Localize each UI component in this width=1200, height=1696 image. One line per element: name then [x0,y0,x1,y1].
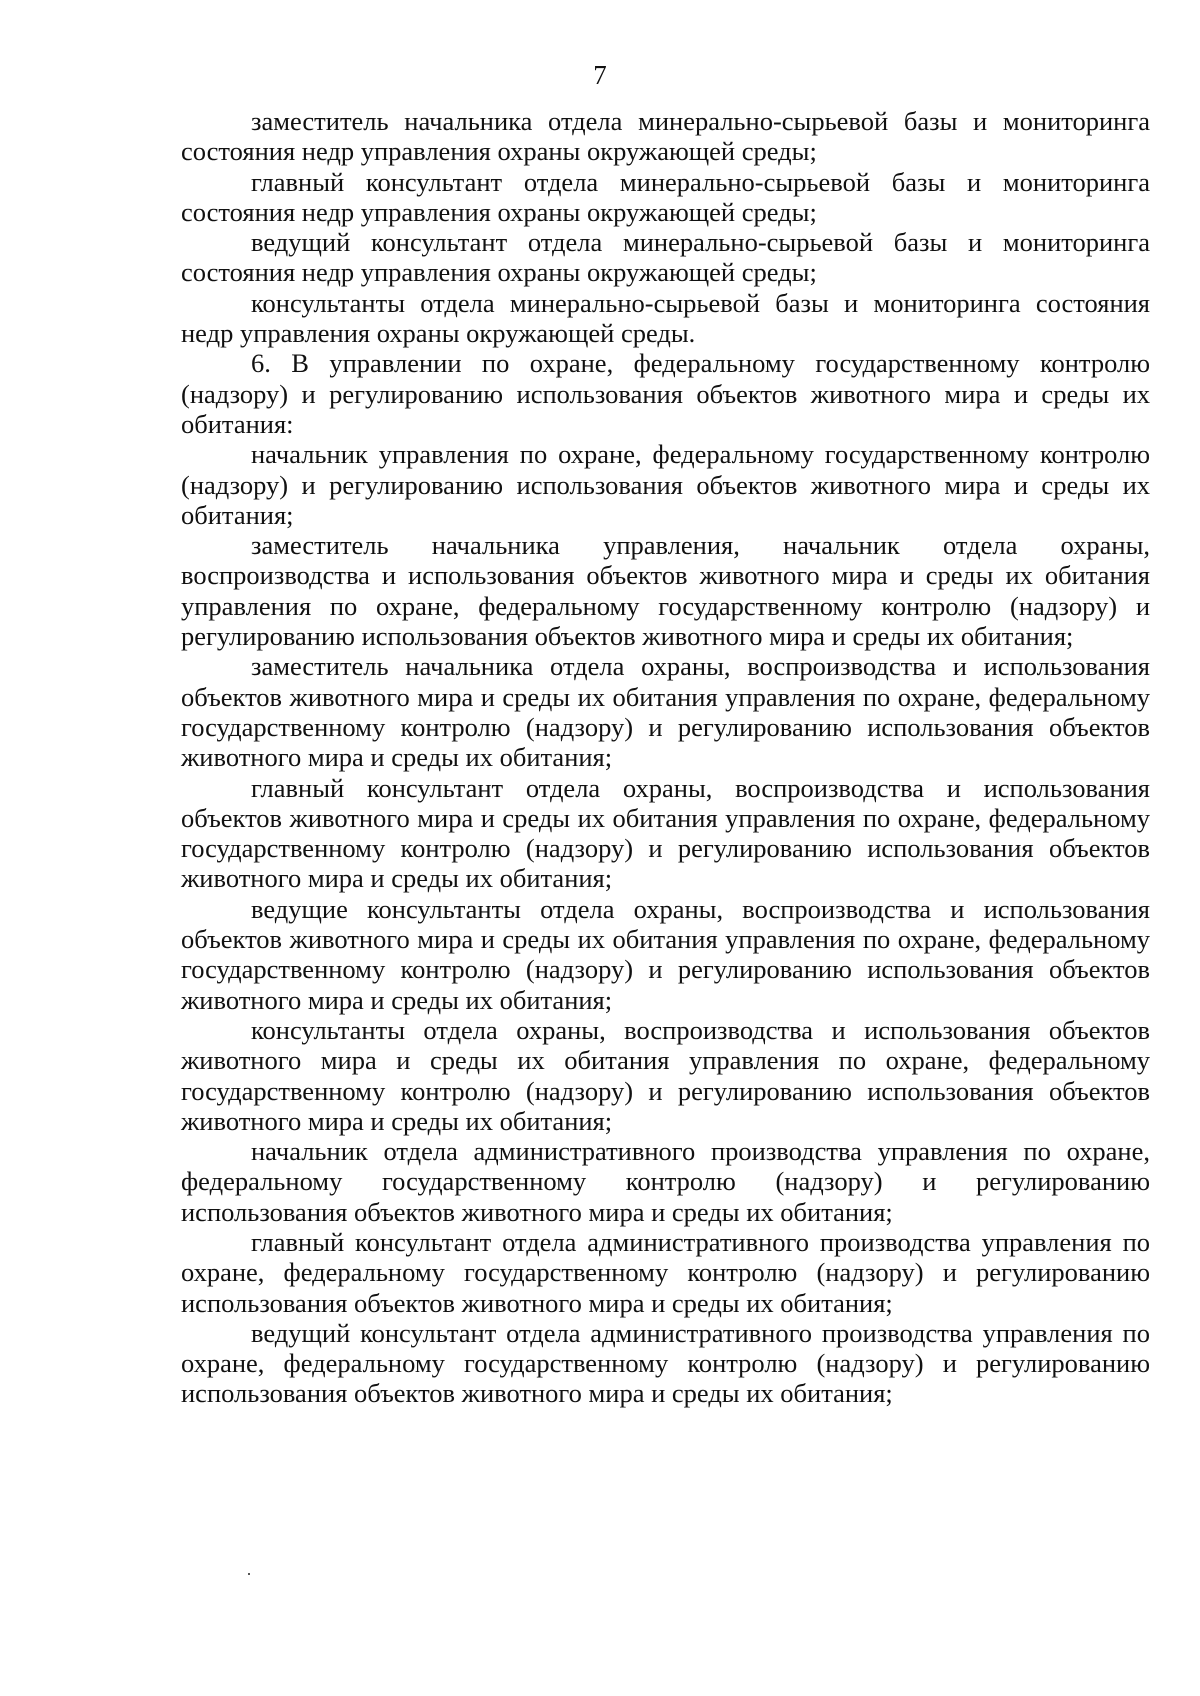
paragraph: консультанты отдела охраны, воспроизводства и использования объектов животного мира и среды их обитания управления по охране, федеральному государственному контролю (надзору) и регулированию использования объектов животного мира и среды их обитания; [181,1014,1150,1136]
scan-speck [248,1573,250,1575]
paragraph: ведущие консультанты отдела охраны, воспроизводства и использования объектов животного мира и среды их обитания управления по охране, федеральному государственному контролю (надзору) и регулированию использования объектов животного мира и среды их обитания; [181,893,1150,1015]
paragraph: заместитель начальника отдела охраны, воспроизводства и использования объектов животного мира и среды их обитания управления по охране, федеральному государственному контролю (надзору) и регулированию использования объектов животного мира и среды их обитания; [181,651,1150,773]
paragraph: начальник управления по охране, федеральному государственному контролю (надзору) и регулированию использования объектов животного мира и среды их обитания; [181,439,1150,530]
page-number: 7 [593,60,607,90]
paragraph: заместитель начальника отдела минерально-сырьевой базы и мониторинга состояния недр управления охраны окружающей среды; [181,106,1150,167]
paragraph: главный консультант отдела административного производства управления по охране, федеральному государственному контролю (надзору) и регулированию использования объектов животного мира и среды их обитания; [181,1226,1150,1318]
paragraph: начальник отдела административного производства управления по охране, федеральному государственному контролю (надзору) и регулированию использования объектов животного мира и среды их обитания; [181,1136,1150,1227]
paragraph: консультанты отдела минерально-сырьевой базы и мониторинга состояния недр управления охраны окружающей среды. [181,287,1150,349]
paragraph: ведущий консультант отдела административного производства управления по охране, федеральному государственному контролю (надзору) и регулированию использования объектов животного мира и среды их обитания; [181,1317,1150,1409]
paragraph: ведущий консультант отдела минерально-сырьевой базы и мониторинга состояния недр управления охраны окружающей среды; [181,227,1150,288]
paragraph: главный консультант отдела минерально-сырьевой базы и мониторинга состояния недр управления охраны окружающей среды; [181,166,1150,227]
section-heading-paragraph: 6. В управлении по охране, федеральному государственному контролю (надзору) и регулированию использования объектов животного мира и среды их обитания: [181,348,1150,439]
document-body [181,106,1150,1409]
paragraph: главный консультант отдела охраны, воспроизводства и использования объектов животного мира и среды их обитания управления по охране, федеральному государственному контролю (надзору) и регулированию использования объектов животного мира и среды их обитания; [181,772,1150,894]
paragraph: заместитель начальника управления, начальник отдела охраны, воспроизводства и использования объектов животного мира и среды их обитания управления по охране, федеральному государственному контролю (надзору) и регулированию использования объектов животного мира и среды их обитания; [181,530,1150,652]
